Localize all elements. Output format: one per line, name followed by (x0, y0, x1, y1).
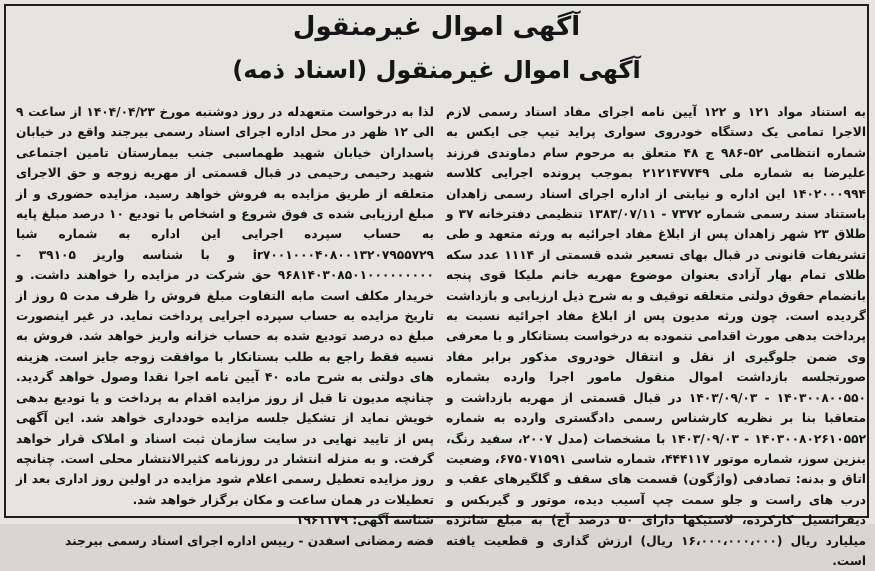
notice-signature: فضه رمضانی اسفدن - رییس اداره اجرای اسناد رسمی بیرجند (65, 533, 434, 548)
notice-subtitle: آگهی اموال غیرمنقول (اسناد ذمه) (232, 56, 641, 84)
left-column-text: لذا به درخواست متعهدله در روز دوشنبه مورخ ۱۴۰۴/۰۴/۲۳ از ساعت ۹ الی ۱۲ ظهر در محل اداره اجرای اسناد رسمی بیرجند واقع در خیابان پاسداران خیابان شهید طهماسبی جنب بیمارستان تامین اجتماعی شهید رحیمی رحیمی در قبال قسمتی از مهریه زوجه و حق الاجرای متعلقه از طریق مزایده به فروش خواهد رسید. مزایده حضوری و از مبلغ ارزیابی شده ی فوق شروع و اشخاص با تودیع ۱۰ درصد مبلغ پایه به حساب سپرده اجرایی این اداره به شماره شبا ir۷۰۰۱۰۰۰۴۰۸۰۰۱۳۲۰۷۹۵۵۷۲۹ و با شناسه واریز ۳۹۱۰۵ - ۹۶۸۱۴۰۳۰۸۵۰۱۰۰۰۰۰۰۰۰۰ حق شرکت در مزایده را خواهند داشت. و خریدار مکلف است مابه التفاوت مبلغ فروش را ظرف مدت ۵ روز از تاریخ مزایده به حساب سپرده اجرایی پرداخت نماید. در غیر اینصورت مبلغ ده درصد تودیع شده به حساب خزانه واریز خواهد شد. فروش به نسیه فقط راجع به طلب بستانکار با موافقت زوجه جایز است. هزینه های دولتی به شرح ماده ۴۰ آیین نامه اجرا نقدا وصول خواهد گردید. چنانچه مدیون تا قبل از روز مزایده اقدام به پرداخت و یا تودیع بدهی خویش نماید از تشکیل جلسه مزایده خودداری خواهد شد. این آگهی پس از تایید نهایی در سایت سازمان ثبت اسناد و املاک قرار خواهد گرفت. و به منزله انتشار در روزنامه کثیرالانتشار محلی است. چنانچه روز مزایده تعطیل رسمی اعلام شود مزایده در اولین روز اداری بعد از تعطیلات در همان ساعت و مکان برگزار خواهد شد. (16, 105, 435, 507)
notice-id: شناسه آگهی: ۱۹۶۱۱۷۹ (296, 513, 434, 528)
notice-left-column (16, 102, 435, 548)
right-column-text: به استناد مواد ۱۲۱ و ۱۲۲ آیین نامه اجرای مفاد اسناد رسمی لازم الاجرا تمامی یک دستگاه خودروی سواری پراید تیپ جی ایکس به شماره انتظامی ۵۲-۹۸۶ ج ۴۸ متعلق به مرحوم سام دماوندی فرزند علیرضا به شماره ملی ۲۱۲۱۴۷۷۴۹ بموجب پرونده اجرایی کلاسه ۱۴۰۲۰۰۰۹۹۴ این اداره و نیابتی از اداره اجرای اسناد رسمی زاهدان باستناد سند رسمی شماره ۷۳۷۲ - ۱۳۸۳/۰۷/۱۱ تنظیمی دفترخانه ۳۷ و طلاق ۲۳ شهر زاهدان پس از ابلاغ مفاد اجرائیه به ورثه متعهد و طی تشریفات قانونی در قبال بهای تسعیر شده قسمتی از ۱۱۱۴ عدد سکه طلای تمام بهار آزادی بعنوان موضوع مهریه خانم ملیکا قوی پنجه بانضمام حقوق دولتی متعلقه توقیف و به شرح ذیل ارزیابی و بازداشت گردیده است. چون ورثه مدیون پس از ابلاغ مفاد اجرائیه نسبت به پرداخت بدهی مورث اقدامی ننموده به درخواست بستانکار و با معرفی وی ضمن جلوگیری از نقل و انتقال خودروی مذکور برابر مفاد صورتجلسه بازداشت اموال منقول مامور اجرا وارده بشماره ۱۴۰۳۰۰۸۰۰۵۵۰ - ۱۴۰۳/۰۹/۰۳ در قبال قسمتی از مهریه بازداشت و متعاقبا بنا بر نظریه کارشناس رسمی دادگستری وارده به شماره ۱۴۰۳۰۰۸۰۲۶۱۰۵۵۲ - ۱۴۰۳/۰۹/۰۳ با مشخصات (مدل ۲۰۰۷، سفید رنگ، بنزین سوز، شماره موتور ۴۴۴۱۱۷، شماره شاسی ۶۷۵۰۷۱۵۹۱، وضعیت اتاق و بدنه: تصادفی (واژگون) قسمت های سقف و گلگیرهای عقب و درب های راست و جلو سمت چپ آسیب دیده، موتور و گیربکس و دیفرانسیل کارکرده، لاستیکها دارای ۵۰ درصد آج) به مبلغ شانزده میلیارد ریال (۱۶،۰۰۰،۰۰۰،۰۰۰ ریال) ارزش گذاری و قطعیت یافته است. (446, 105, 867, 568)
notice-right-column (446, 102, 867, 568)
notice-border (4, 4, 869, 568)
notice-title: آگهی اموال غیرمنقول (292, 12, 581, 42)
